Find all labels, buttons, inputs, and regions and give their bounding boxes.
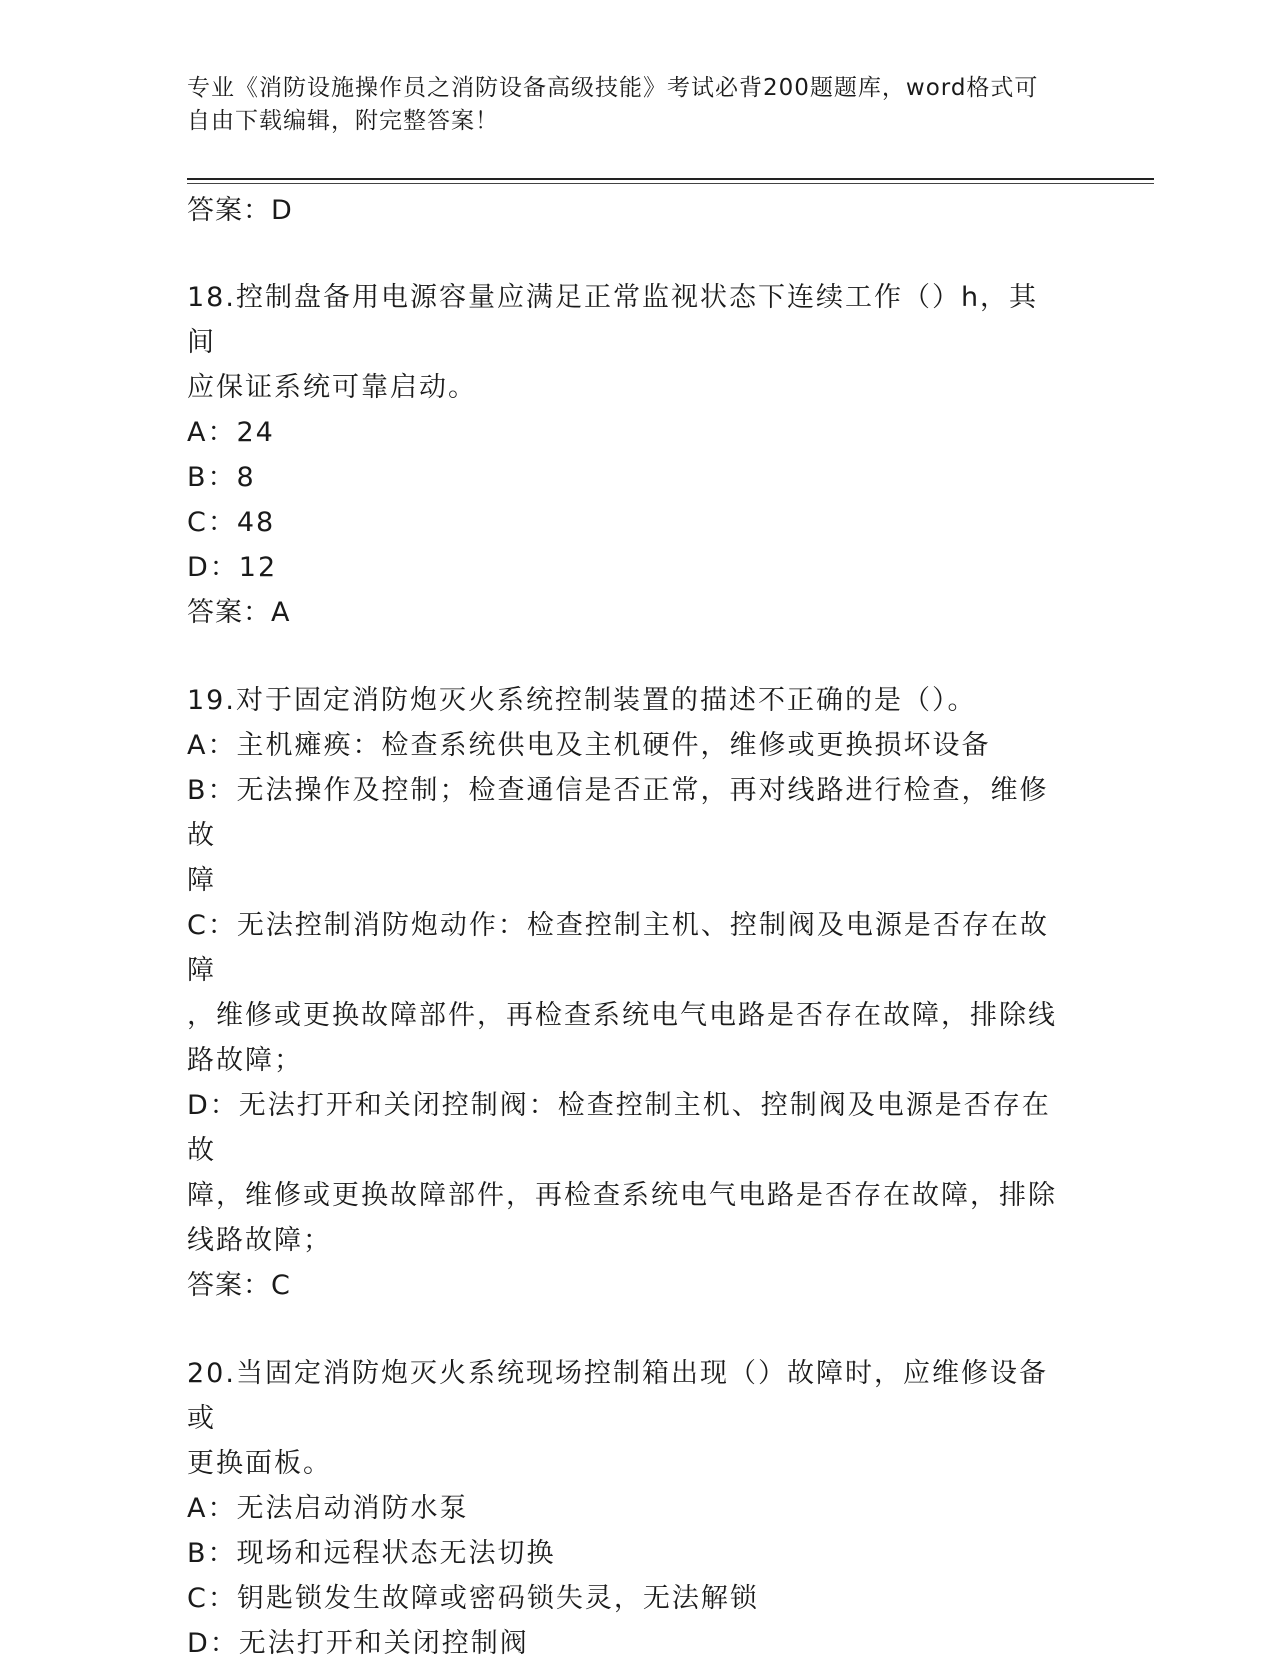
header-divider-thin (187, 183, 1154, 184)
header-note-line: 专业《消防设施操作员之消防设备高级技能》考试必背200题题库，word格式可 (187, 75, 1039, 101)
option-line: 线路故障； (187, 1225, 332, 1256)
option-b (187, 768, 1087, 903)
question-stem-line: 19.对于固定消防炮灭火系统控制装置的描述不正确的是（）。 (187, 685, 977, 716)
header-note (187, 72, 1067, 138)
question-stem-line: 20.当固定消防炮灭火系统现场控制箱出现（）故障时，应维修设备或 (187, 1358, 1048, 1434)
option-line: D：无法打开和关闭控制阀：检查控制主机、控制阀及电源是否存在故 (187, 1090, 1051, 1166)
option-c: C：48 (187, 507, 276, 538)
option-d: D：无法打开和关闭控制阀 (187, 1628, 529, 1659)
answer-label: 答案：A (187, 597, 291, 628)
option-line: 障，维修或更换故障部件，再检查系统电气电路是否存在故障，排除 (187, 1180, 1057, 1211)
question-19 (187, 678, 1087, 1308)
previous-answer: 答案：D (187, 195, 293, 226)
option-line: 障 (187, 865, 216, 896)
header-note-line: 自由下载编辑，附完整答案！ (187, 108, 499, 134)
option-b: B：8 (187, 462, 256, 493)
answer-label: 答案：C (187, 1270, 291, 1301)
question-content (187, 188, 1087, 1666)
question-stem-line: 应保证系统可靠启动。 (187, 372, 477, 403)
option-line: B：无法操作及控制；检查通信是否正常，再对线路进行检查，维修故 (187, 775, 1049, 851)
option-c: C：钥匙锁发生故障或密码锁失灵，无法解锁 (187, 1583, 759, 1614)
question-stem-line: 18.控制盘备用电源容量应满足正常监视状态下连续工作（）h，其间 (187, 282, 1039, 358)
header-divider-thick (187, 178, 1154, 180)
option-b: B：现场和远程状态无法切换 (187, 1538, 556, 1569)
option-a: A：无法启动消防水泵 (187, 1493, 469, 1524)
option-c (187, 903, 1087, 1083)
question-20 (187, 1351, 1087, 1666)
option-line: C：无法控制消防炮动作：检查控制主机、控制阀及电源是否存在故障 (187, 910, 1049, 986)
option-a: A：主机瘫痪：检查系统供电及主机硬件，维修或更换损坏设备 (187, 730, 991, 761)
option-d (187, 1083, 1087, 1263)
question-stem-line: 更换面板。 (187, 1448, 332, 1479)
question-18 (187, 275, 1087, 635)
option-a: A：24 (187, 417, 275, 448)
option-d: D：12 (187, 552, 278, 583)
option-line: ，维修或更换故障部件，再检查系统电气电路是否存在故障，排除线 (187, 1000, 1057, 1031)
option-line: 路故障； (187, 1045, 303, 1076)
